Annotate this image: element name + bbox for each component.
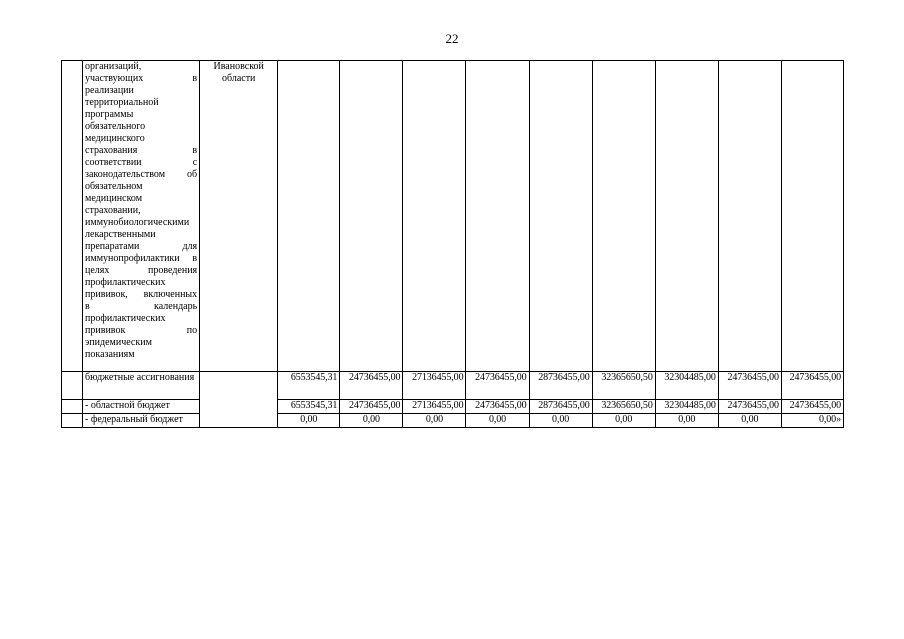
value-cell: 32304485,00	[655, 372, 718, 400]
value-cell: 24736455,00	[781, 372, 843, 400]
value-cell: 24736455,00	[718, 372, 781, 400]
description-line: медицинского	[85, 133, 145, 144]
description-line: реализации	[85, 85, 134, 96]
description-line: обязательного	[85, 121, 146, 132]
empty-cell	[466, 61, 529, 372]
value-cell: 0,00	[718, 414, 781, 428]
empty-cell	[781, 61, 843, 372]
empty-cell	[403, 61, 466, 372]
table-row	[62, 372, 844, 400]
value-cell: 28736455,00	[529, 372, 592, 400]
page-number: 22	[445, 31, 459, 46]
value-cell: 6553545,31	[278, 372, 340, 400]
table-row	[62, 400, 844, 414]
value-cell: 6553545,31	[278, 400, 340, 414]
description-line: организаций,	[85, 61, 142, 72]
table-row	[62, 414, 844, 428]
measure-description-cell	[83, 61, 200, 372]
value-cell: 28736455,00	[529, 400, 592, 414]
description-line: профилактических	[85, 277, 166, 288]
value-cell: 27136455,00	[403, 400, 466, 414]
budget-table	[61, 60, 844, 428]
description-line: соответствии с	[85, 157, 198, 168]
description-line: прививок, включенных	[85, 289, 198, 300]
value-cell: 0,00	[655, 414, 718, 428]
value-cell: 0,00»	[781, 414, 843, 428]
description-line: целях проведения	[85, 265, 198, 276]
description-line: прививок по	[85, 325, 198, 336]
description-line: показаниям	[85, 349, 135, 360]
description-line: страхования в	[85, 145, 198, 156]
row-label: - областной бюджет	[83, 400, 200, 414]
description-line: профилактических	[85, 313, 166, 324]
number-cell	[62, 61, 83, 372]
value-cell: 24736455,00	[340, 372, 403, 400]
description-line: программы	[85, 109, 134, 120]
empty-cell	[278, 61, 340, 372]
description-line: эпидемическим	[85, 337, 152, 348]
value-cell: 24736455,00	[340, 400, 403, 414]
value-cell: 0,00	[466, 414, 529, 428]
empty-cell	[340, 61, 403, 372]
description-line: в календарь	[85, 301, 198, 312]
value-cell: 32304485,00	[655, 400, 718, 414]
value-cell: 32365650,50	[592, 372, 655, 400]
value-cell: 27136455,00	[403, 372, 466, 400]
row-label: - федеральный бюджет	[83, 414, 200, 428]
description-line: иммунобиологическими	[85, 217, 190, 228]
row-label: бюджетные ассигнования	[83, 372, 200, 400]
description-line: участвующих в	[85, 73, 198, 84]
value-cell: 0,00	[592, 414, 655, 428]
number-cell	[62, 414, 83, 428]
number-cell	[62, 400, 83, 414]
description-line: препаратами для	[85, 241, 198, 252]
value-cell: 0,00	[403, 414, 466, 428]
description-line: медицинском	[85, 193, 143, 204]
empty-cell	[592, 61, 655, 372]
executor-merged-cell	[200, 372, 278, 428]
empty-cell	[718, 61, 781, 372]
table-row-description	[62, 61, 844, 372]
description-line: лекарственными	[85, 229, 156, 240]
value-cell: 24736455,00	[718, 400, 781, 414]
value-cell: 24736455,00	[781, 400, 843, 414]
description-line: страховании,	[85, 205, 141, 216]
description-line: иммунопрофилактики в	[85, 253, 198, 264]
value-cell: 24736455,00	[466, 400, 529, 414]
value-cell: 0,00	[278, 414, 340, 428]
empty-cell	[655, 61, 718, 372]
description-line: законодательством об	[85, 169, 198, 180]
empty-cell	[529, 61, 592, 372]
value-cell: 32365650,50	[592, 400, 655, 414]
executor-cell	[200, 61, 278, 372]
number-cell	[62, 372, 83, 400]
description-line: обязательном	[85, 181, 143, 192]
description-line: территориальной	[85, 97, 159, 108]
value-cell: 0,00	[529, 414, 592, 428]
executor-line: области	[221, 73, 256, 84]
value-cell: 24736455,00	[466, 372, 529, 400]
executor-line: Ивановской	[213, 61, 264, 72]
value-cell: 0,00	[340, 414, 403, 428]
